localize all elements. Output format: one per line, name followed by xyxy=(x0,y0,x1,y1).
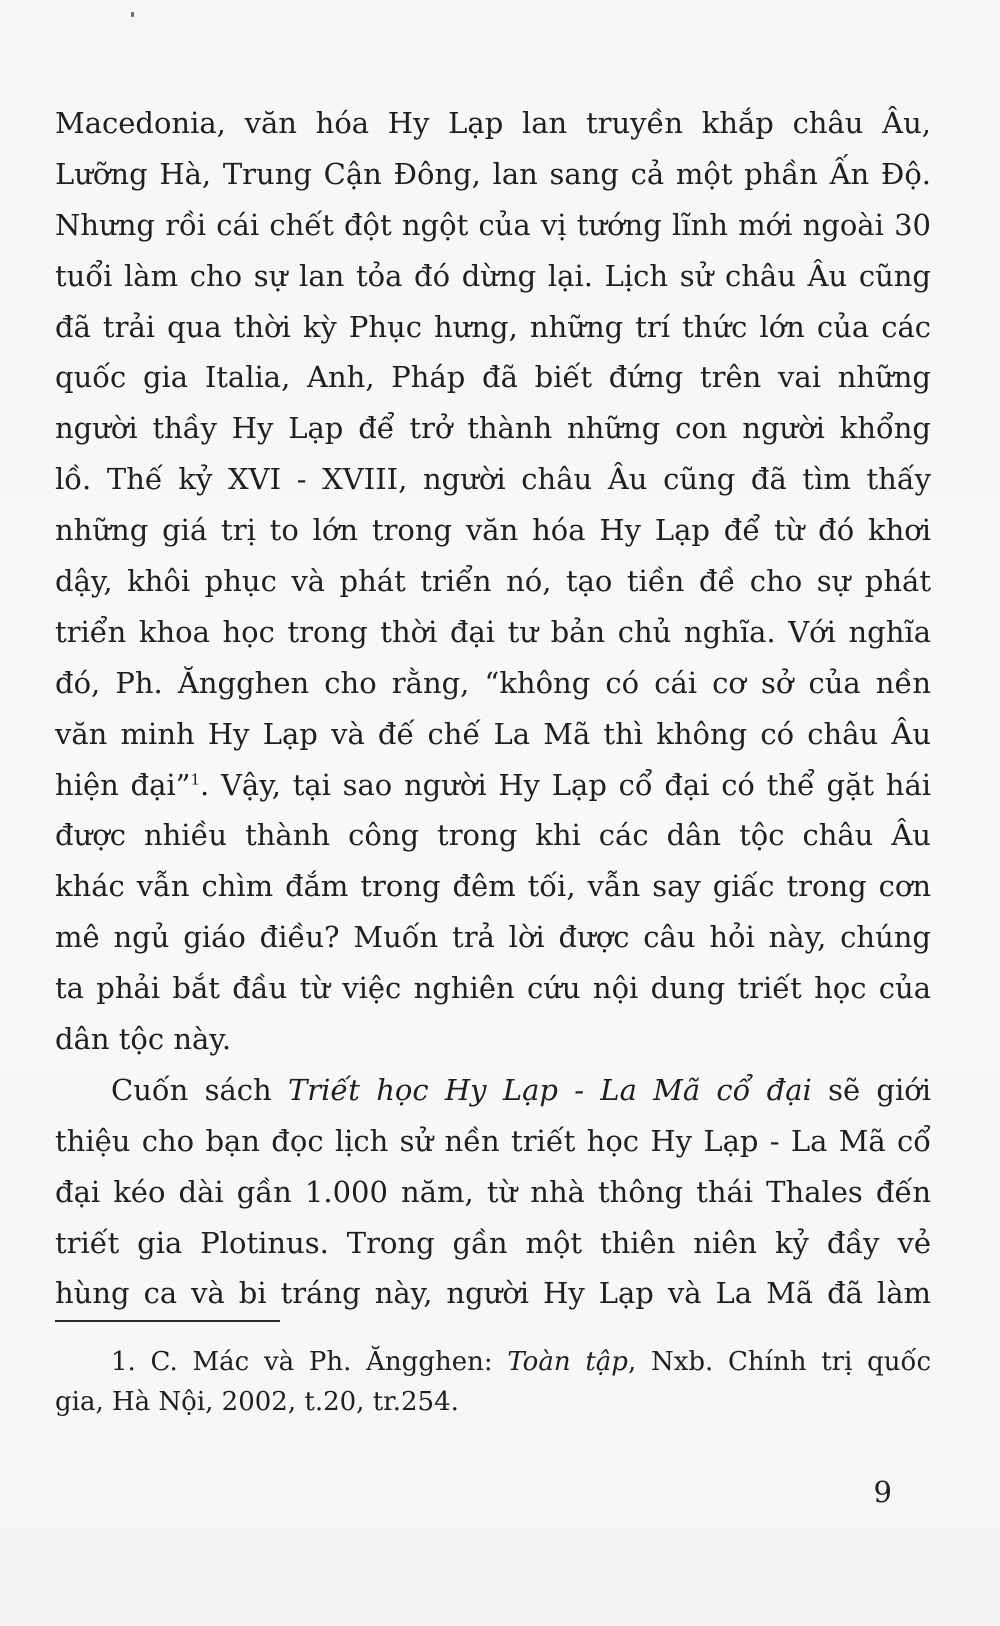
footnote-publisher: , Nxb. Chính trị quốc xyxy=(627,1347,932,1377)
text-line: tuổi làm cho sự lan tỏa đó dừng lại. Lịch sử châu Âu cũng xyxy=(55,258,931,293)
scan-mark xyxy=(131,12,134,17)
text-line: được nhiều thành công trong khi các dân tộc châu Âu xyxy=(55,818,931,853)
footnote-reference: 1 xyxy=(190,769,201,788)
body-text xyxy=(55,98,931,1319)
text-line: đó, Ph. Ăngghen cho rằng, “không có cái cơ sở của nền xyxy=(55,665,931,700)
text-line: mê ngủ giáo điều? Muốn trả lời được câu hỏi này, chúng xyxy=(55,920,931,955)
text-line: Macedonia, văn hóa Hy Lạp lan truyền khắp châu Âu, xyxy=(55,106,931,140)
book-title: Triết học Hy Lạp - La Mã cổ đại xyxy=(287,1072,812,1107)
text-line: khác vẫn chìm đắm trong đêm tối, vẫn say giấc trong cơn xyxy=(55,869,931,904)
footnote-divider xyxy=(55,1320,280,1322)
text-fragment: Cuốn sách xyxy=(111,1072,288,1107)
text-line: những giá trị to lớn trong văn hóa Hy Lạp để từ đó khơi xyxy=(55,513,931,548)
text-fragment: hiện đại” xyxy=(55,767,191,802)
text-line: quốc gia Italia, Anh, Pháp đã biết đứng trên vai những xyxy=(55,360,931,395)
footnote-author: 1. C. Mác và Ph. Ăngghen: xyxy=(111,1347,508,1377)
text-line: đại kéo dài gần 1.000 năm, từ nhà thông thái Thales đến xyxy=(55,1174,931,1209)
footnote-line: gia, Hà Nội, 2002, t.20, tr.254. xyxy=(55,1387,459,1417)
paragraph-start-line xyxy=(55,1065,931,1116)
page-number: 9 xyxy=(873,1475,892,1509)
footnote xyxy=(55,1342,931,1422)
text-line: người thầy Hy Lạp để trở thành những con người khổng xyxy=(55,411,931,446)
text-fragment: . Vậy, tại sao người Hy Lạp cổ đại có thể gặt hái xyxy=(200,767,932,802)
text-line: Nhưng rồi cái chết đột ngột của vị tướng lĩnh mới ngoài 30 xyxy=(55,207,931,242)
text-fragment: sẽ giới xyxy=(811,1072,931,1107)
text-line: hùng ca và bi tráng này, người Hy Lạp và La Mã đã làm xyxy=(55,1276,931,1311)
text-line: đã trải qua thời kỳ Phục hưng, những trí thức lớn của các xyxy=(55,309,931,344)
footnote-line xyxy=(55,1342,931,1382)
text-line: lồ. Thế kỷ XVI - XVIII, người châu Âu cũng đã tìm thấy xyxy=(55,462,931,497)
text-line: Lưỡng Hà, Trung Cận Đông, lan sang cả một phần Ấn Độ. xyxy=(55,156,931,191)
text-line: văn minh Hy Lạp và đế chế La Mã thì không có châu Âu xyxy=(55,716,931,751)
text-line-with-footnote-ref xyxy=(55,760,931,811)
text-line: thiệu cho bạn đọc lịch sử nền triết học Hy Lạp - La Mã cổ xyxy=(55,1123,931,1158)
text-line: triết gia Plotinus. Trong gần một thiên niên kỷ đầy vẻ xyxy=(55,1225,931,1260)
text-line: dân tộc này. xyxy=(55,1022,232,1057)
text-line: ta phải bắt đầu từ việc nghiên cứu nội dung triết học của xyxy=(55,971,931,1006)
text-line: dậy, khôi phục và phát triển nó, tạo tiền đề cho sự phát xyxy=(55,564,931,599)
footnote-title: Toàn tập xyxy=(507,1347,628,1377)
text-line: triển khoa học trong thời đại tư bản chủ nghĩa. Với nghĩa xyxy=(55,614,931,649)
